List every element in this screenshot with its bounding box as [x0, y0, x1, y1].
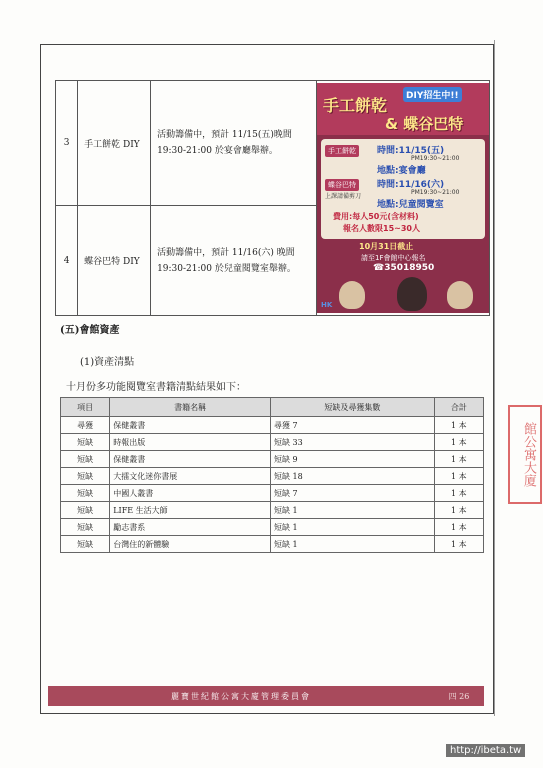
- poster-label-decoupage: 蝶谷巴特: [325, 179, 359, 191]
- page-edge: [494, 40, 495, 716]
- cell-note: 短缺 18: [270, 468, 434, 485]
- cell-item: 短缺: [61, 485, 110, 502]
- event-poster: [317, 83, 489, 313]
- column-header: 合計: [434, 398, 483, 417]
- poster-fee: 費用:每人50元(含材料): [333, 212, 419, 221]
- cat-illustration: [339, 281, 365, 309]
- cell-note: 尋獲 7: [270, 417, 434, 434]
- table-row: [61, 519, 484, 536]
- column-header: 短缺及尋獲集數: [270, 398, 434, 417]
- cell-note: 短缺 7: [270, 485, 434, 502]
- section-title: (五)會館資產: [60, 325, 120, 336]
- poster-hours-2: PM19:30~21:00: [411, 189, 460, 196]
- poster-tag: DIY招生中!!: [403, 87, 462, 102]
- page-number: 四 26: [448, 691, 470, 701]
- cell-note: 短缺 1: [270, 519, 434, 536]
- poster-signup: 請至1F會館中心報名: [361, 254, 426, 262]
- cell-title: 大擂文化迷你書展: [110, 468, 271, 485]
- poster-phone: ☎35018950: [373, 263, 435, 273]
- cell-item: 短缺: [61, 451, 110, 468]
- poster-info: [321, 139, 485, 239]
- poster-time-2: 時間:11/16(六): [377, 180, 445, 190]
- table-row: [61, 468, 484, 485]
- cell-total: 1 本: [434, 468, 483, 485]
- cell-title: 保健叢書: [110, 417, 271, 434]
- cell-total: 1 本: [434, 434, 483, 451]
- poster-note-2: 上課請備剪刀: [325, 193, 362, 200]
- inventory-table: [60, 397, 484, 553]
- cell-total: 1 本: [434, 417, 483, 434]
- sub-title: (1)資產清點: [80, 357, 135, 368]
- poster-hours-1: PM19:30~21:00: [411, 155, 460, 162]
- event-description: 活動籌備中，預計 11/16(六) 晚間 19:30-21:00 於兒童閱覽室舉辦。: [151, 206, 317, 316]
- cat-illustration: [397, 277, 427, 311]
- cell-title: LIFE 生活大師: [110, 502, 271, 519]
- table-row: [61, 485, 484, 502]
- event-name: 蝶谷巴特 DIY: [78, 206, 151, 316]
- seal-stamp: 館公寓大廈: [508, 405, 542, 504]
- cell-note: 短缺 9: [270, 451, 434, 468]
- column-header: 項目: [61, 398, 110, 417]
- table-row: [56, 81, 490, 206]
- cell-title: 保健叢書: [110, 451, 271, 468]
- poster-label-cookie: 手工餅乾: [325, 145, 359, 157]
- cell-item: 短缺: [61, 536, 110, 553]
- event-name: 手工餅乾 DIY: [78, 81, 151, 206]
- event-description: 活動籌備中，預計 11/15(五)晚間 19:30-21:00 於宴會廳舉辦。: [151, 81, 317, 206]
- poster-deadline: 10月31日截止: [359, 242, 414, 251]
- poster-time-1: 時間:11/15(五): [377, 146, 445, 156]
- cell-note: 短缺 33: [270, 434, 434, 451]
- poster-subtitle: & 蝶谷巴特: [385, 115, 464, 133]
- cell-total: 1 本: [434, 519, 483, 536]
- cell-item: 短缺: [61, 468, 110, 485]
- event-number: 3: [56, 81, 78, 206]
- poster-place-1: 地點:宴會廳: [377, 166, 426, 176]
- cell-item: 尋獲: [61, 417, 110, 434]
- table-row: [61, 417, 484, 434]
- event-number: 4: [56, 206, 78, 316]
- footer-organization: 麗寶世紀館公寓大廈管理委員會: [171, 691, 311, 701]
- table-row: [61, 536, 484, 553]
- poster-title: 手工餅乾: [323, 96, 388, 115]
- cell-title: 台灣住的新體驗: [110, 536, 271, 553]
- cell-total: 1 本: [434, 502, 483, 519]
- poster-place-2: 地點:兒童閱覽室: [377, 200, 444, 210]
- cell-note: 短缺 1: [270, 502, 434, 519]
- cell-item: 短缺: [61, 434, 110, 451]
- intro-text: 十月份多功能閱覽室書籍清點結果如下：: [66, 382, 246, 393]
- cell-total: 1 本: [434, 536, 483, 553]
- table-row: [61, 451, 484, 468]
- cell-title: 勵志書系: [110, 519, 271, 536]
- cell-total: 1 本: [434, 485, 483, 502]
- cat-illustration: [447, 281, 473, 309]
- cell-item: 短缺: [61, 502, 110, 519]
- cell-title: 中國人叢書: [110, 485, 271, 502]
- cell-item: 短缺: [61, 519, 110, 536]
- table-header-row: [61, 398, 484, 417]
- poster-cell: [317, 81, 490, 316]
- events-table: [55, 80, 490, 316]
- poster-quota: 報名人數限15~30人: [343, 224, 420, 233]
- column-header: 書籍名稱: [110, 398, 271, 417]
- footer-bar: [48, 686, 484, 706]
- poster-corner-mark: HK: [321, 301, 333, 309]
- cell-total: 1 本: [434, 451, 483, 468]
- watermark: http://ibeta.tw: [446, 744, 525, 757]
- table-row: [61, 502, 484, 519]
- cell-note: 短缺 1: [270, 536, 434, 553]
- table-row: [61, 434, 484, 451]
- cell-title: 時報出版: [110, 434, 271, 451]
